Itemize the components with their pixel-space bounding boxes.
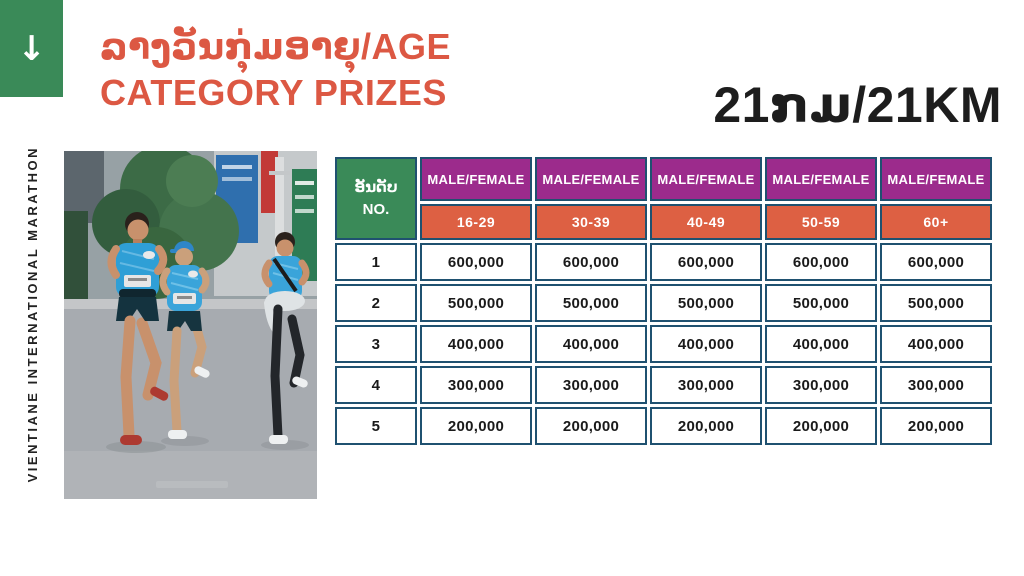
prize-cell: 500,000 xyxy=(765,284,877,322)
prize-cell: 400,000 xyxy=(650,325,762,363)
corner-accent-box xyxy=(0,0,63,97)
page-title xyxy=(100,24,451,116)
prize-cell: 400,000 xyxy=(420,325,532,363)
distance-label: 21ກມ/21KM xyxy=(713,77,1002,133)
rank-cell: 2 xyxy=(335,284,417,322)
group-header-cell: MALE/FEMALE xyxy=(650,157,762,201)
prize-cell: 300,000 xyxy=(535,366,647,404)
rank-header-en: NO. xyxy=(362,200,390,218)
prize-cell: 500,000 xyxy=(535,284,647,322)
prize-cell: 500,000 xyxy=(650,284,762,322)
rank-cell: 1 xyxy=(335,243,417,281)
prize-cell: 600,000 xyxy=(765,243,877,281)
prize-cell: 600,000 xyxy=(880,243,992,281)
age-header-cell: 60+ xyxy=(880,204,992,240)
table-row xyxy=(335,243,992,281)
prize-cell: 500,000 xyxy=(420,284,532,322)
table-row xyxy=(335,325,992,363)
event-name-rail xyxy=(0,145,64,483)
prize-cell: 300,000 xyxy=(420,366,532,404)
prize-cell: 200,000 xyxy=(880,407,992,445)
prize-cell: 600,000 xyxy=(535,243,647,281)
prize-cell: 600,000 xyxy=(650,243,762,281)
prize-cell: 400,000 xyxy=(880,325,992,363)
age-header-cell: 16-29 xyxy=(420,204,532,240)
rank-header-cell xyxy=(335,157,417,240)
rank-cell: 4 xyxy=(335,366,417,404)
prize-cell: 500,000 xyxy=(880,284,992,322)
table-row xyxy=(335,407,992,445)
group-header-cell: MALE/FEMALE xyxy=(535,157,647,201)
group-header-cell: MALE/FEMALE xyxy=(880,157,992,201)
prize-cell: 400,000 xyxy=(535,325,647,363)
group-header-cell: MALE/FEMALE xyxy=(420,157,532,201)
group-header-row xyxy=(335,157,992,201)
age-header-cell: 40-49 xyxy=(650,204,762,240)
prize-cell: 400,000 xyxy=(765,325,877,363)
prize-cell: 300,000 xyxy=(765,366,877,404)
table-row xyxy=(335,366,992,404)
prize-cell: 600,000 xyxy=(420,243,532,281)
prize-cell: 200,000 xyxy=(535,407,647,445)
prize-cell: 200,000 xyxy=(420,407,532,445)
runners-photo-illustration xyxy=(64,151,317,499)
page-title-line2: CATEGORY PRIZES xyxy=(100,72,447,113)
age-header-cell: 50-59 xyxy=(765,204,877,240)
page-title-line1: ລາງວັນກຸ່ມອາຍຸ/AGE xyxy=(100,26,452,67)
prize-cell: 200,000 xyxy=(765,407,877,445)
rank-cell: 5 xyxy=(335,407,417,445)
event-name-vertical-text: VIENTIANE INTERNATIONAL MARATHON xyxy=(24,145,40,483)
prize-cell: 300,000 xyxy=(650,366,762,404)
age-header-cell: 30-39 xyxy=(535,204,647,240)
group-header-cell: MALE/FEMALE xyxy=(765,157,877,201)
runners-photo xyxy=(64,151,317,499)
prizes-table xyxy=(332,154,995,448)
prize-cell: 300,000 xyxy=(880,366,992,404)
down-arrow-icon: ↓ xyxy=(17,28,46,69)
prize-cell: 200,000 xyxy=(650,407,762,445)
rank-cell: 3 xyxy=(335,325,417,363)
rank-header-lao: ອັນດັບ xyxy=(354,178,398,196)
table-row xyxy=(335,284,992,322)
age-header-row xyxy=(335,204,992,240)
